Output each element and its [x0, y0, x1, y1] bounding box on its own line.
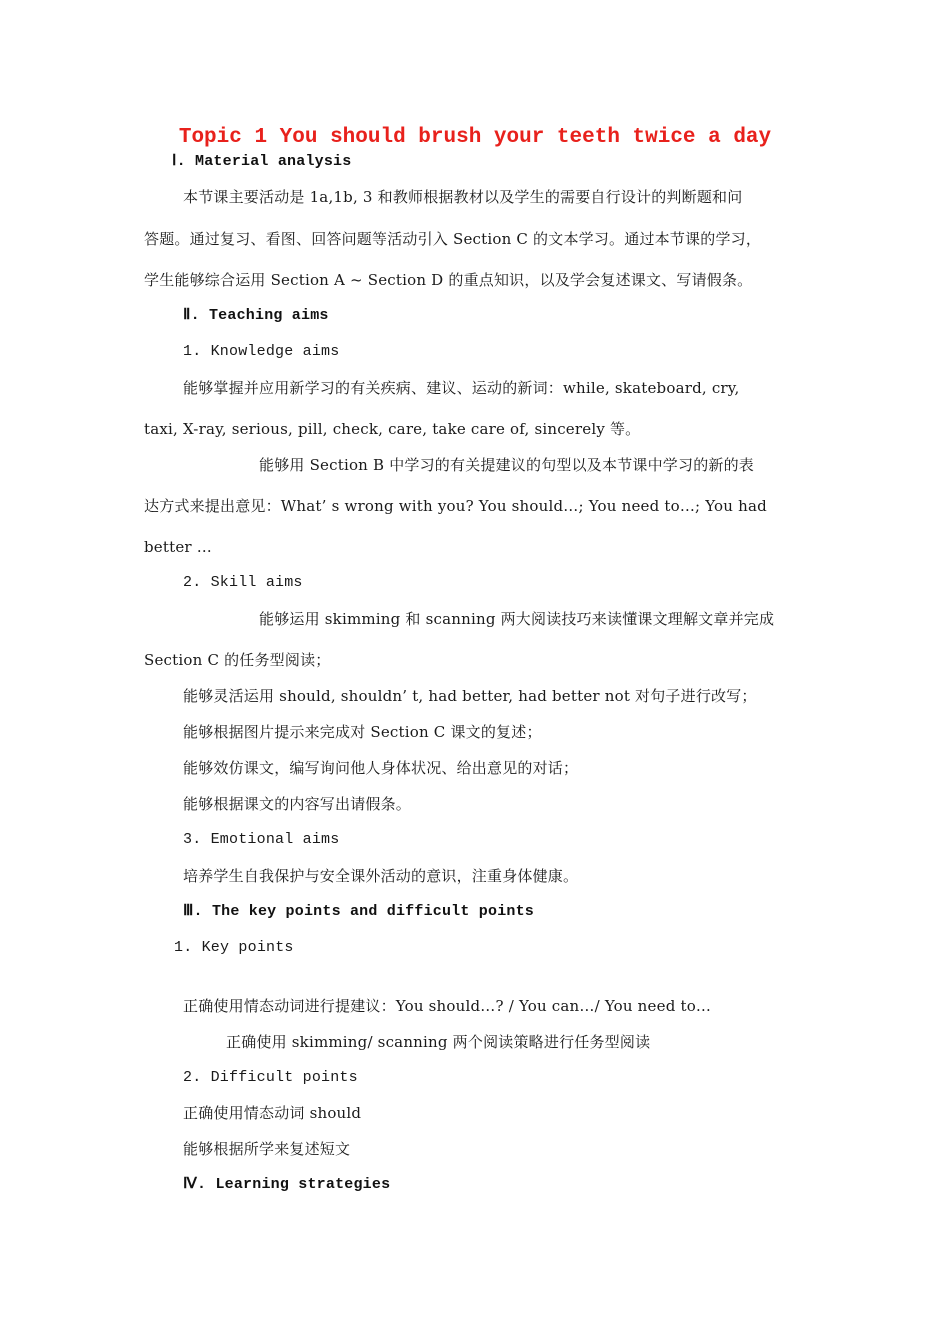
- paragraph-line: 达方式来提出意见：What’ s wrong with you? You should…; You need to…; You had: [144, 497, 767, 515]
- subsection-label-knowledge-aims: 1. Knowledge aims: [183, 343, 340, 360]
- paragraph-line: 能够根据所学来复述短文: [183, 1140, 351, 1158]
- paragraph-line: Section C 的任务型阅读；: [144, 651, 331, 669]
- paragraph-line: 能够效仿课文，编写询问他人身体状况、给出意见的对话；: [183, 759, 579, 777]
- document-title: Topic 1 You should brush your teeth twice a day: [178, 126, 772, 149]
- subsection-label-key-points: 1. Key points: [174, 939, 294, 956]
- paragraph-line: 能够掌握并应用新学习的有关疾病、建议、运动的新词：while, skateboard, cry,: [183, 379, 740, 397]
- section-heading-teaching-aims: Ⅱ. Teaching aims: [183, 307, 329, 324]
- subsection-label-skill-aims: 2. Skill aims: [183, 574, 303, 591]
- paragraph-line: 正确使用情态动词 should: [183, 1104, 362, 1122]
- paragraph-line: 能够运用 skimming 和 scanning 两大阅读技巧来读懂课文理解文章并完成: [259, 610, 775, 628]
- paragraph-line: 能够用 Section B 中学习的有关提建议的句型以及本节课中学习的新的表: [259, 456, 755, 474]
- paragraph-line: taxi, X-ray, serious, pill, check, care, take care of, sincerely 等。: [144, 420, 641, 438]
- paragraph-line: 能够灵活运用 should, shouldn’ t, had better, had better not 对句子进行改写；: [183, 687, 757, 705]
- paragraph-line: 能够根据图片提示来完成对 Section C 课文的复述；: [183, 723, 542, 741]
- paragraph-line: 正确使用情态动词进行提建议：You should…? / You can…/ You need to…: [183, 997, 712, 1015]
- subsection-label-emotional-aims: 3. Emotional aims: [183, 831, 340, 848]
- paragraph-line: 正确使用 skimming/ scanning 两个阅读策略进行任务型阅读: [226, 1033, 651, 1051]
- paragraph-line: 本节课主要活动是 1a,1b, 3 和教师根据教材以及学生的需要自行设计的判断题和问: [183, 188, 743, 206]
- paragraph-line: 能够根据课文的内容写出请假条。: [183, 795, 412, 813]
- paragraph-line: 学生能够综合运用 Section A ~ Section D 的重点知识，以及学会复述课文、写请假条。: [144, 271, 753, 289]
- subsection-label-difficult-points: 2. Difficult points: [183, 1069, 358, 1086]
- paragraph-line: 培养学生自我保护与安全课外活动的意识，注重身体健康。: [183, 867, 579, 885]
- section-heading-material-analysis: Ⅰ. Material analysis: [172, 153, 352, 170]
- section-heading-key-points: Ⅲ. The key points and difficult points: [183, 903, 534, 920]
- section-heading-learning-strategies: Ⅳ. Learning strategies: [183, 1176, 391, 1193]
- paragraph-line: 答题。通过复习、看图、回答问题等活动引入 Section C 的文本学习。通过本节课的学习，: [144, 230, 762, 248]
- paragraph-line: better …: [144, 538, 212, 556]
